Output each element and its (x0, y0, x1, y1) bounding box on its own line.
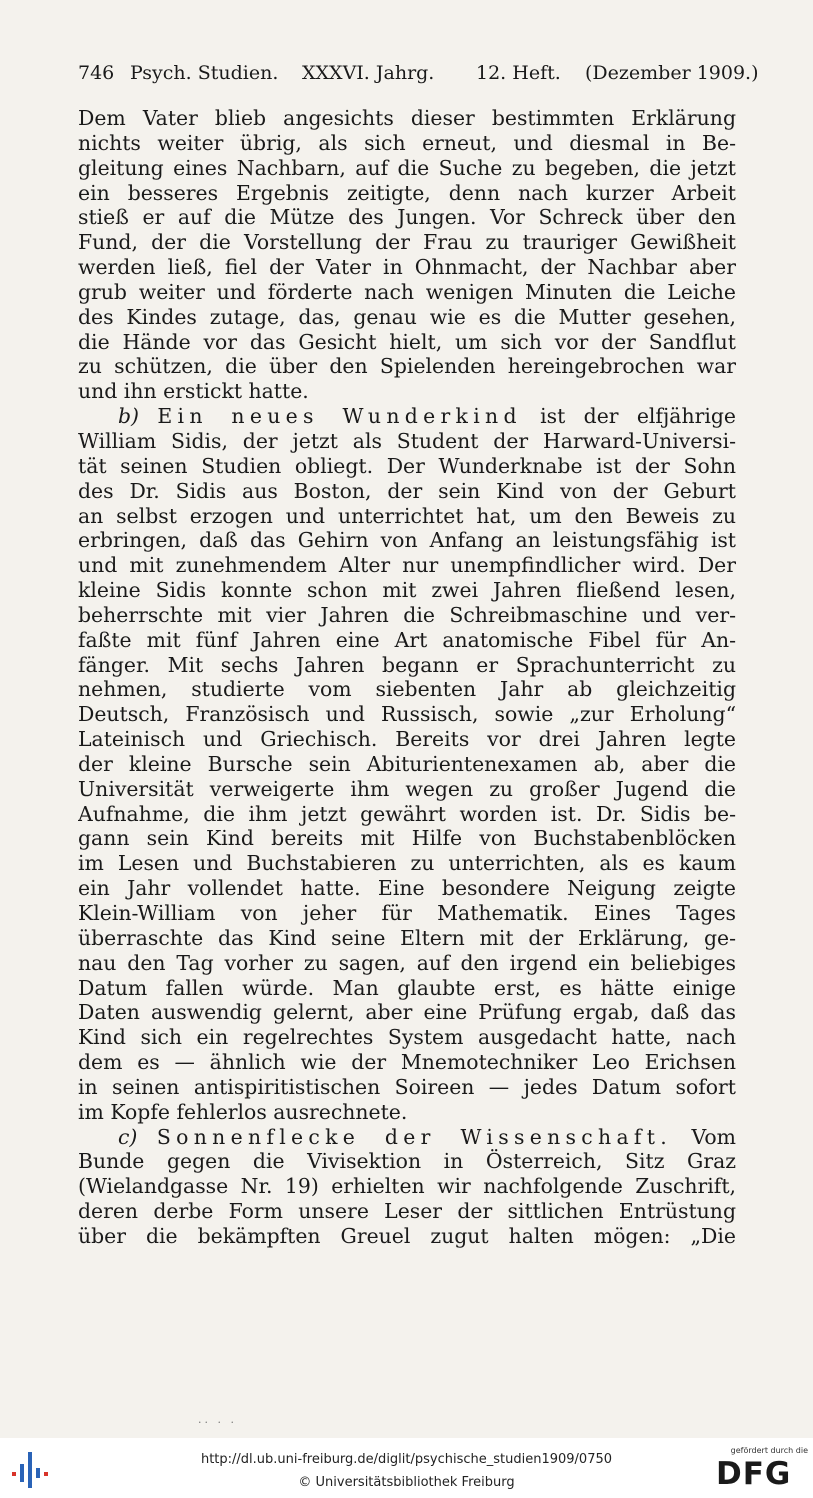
volume-label: XXXVI. Jahrg. (302, 62, 435, 84)
text-line: Datum fallen würde. Man glaubte erst, es hätte einige (78, 975, 736, 1000)
text-line: Bunde gegen die Vivisektion in Österreich, Sitz Graz (78, 1149, 736, 1174)
document-url-link[interactable]: http://dl.ub.uni-freiburg.de/diglit/psychische_studien1909/0750 (200, 1452, 613, 1467)
text-line: faßte mit fünf Jahren eine Art anatomische Fibel für An- (78, 627, 736, 652)
text-line: nichts weiter übrig, als sich erneut, und diesmal in Be- (78, 130, 736, 155)
text-line: tät seinen Studien obliegt. Der Wunderknabe ist der Sohn (78, 453, 736, 478)
text-line: zu schützen, die über den Spielenden hereingebrochen war (78, 354, 736, 379)
text-line: stieß er auf die Mütze des Jungen. Vor Schreck über den (78, 205, 736, 230)
text-line: Klein-William von jeher für Mathematik. Eines Tages (78, 901, 736, 925)
text-line: kleine Sidis konnte schon mit zwei Jahren fließend lesen, (78, 578, 736, 603)
copyright-notice: © Universitätsbibliothek Freiburg (298, 1475, 515, 1490)
page-footer-mark: ·· · · (198, 1416, 237, 1429)
library-footer-bar (0, 1438, 813, 1498)
text-line: beherrschte mit vier Jahren die Schreibmaschine und ver- (78, 602, 736, 627)
text-line: des Dr. Sidis aus Boston, der sein Kind von der Geburt (78, 478, 736, 503)
text-line: in seinen antispiritistischen Soireen — jedes Datum sofort (78, 1074, 736, 1099)
dfg-logo (712, 1446, 808, 1492)
text-line: nau den Tag vorher zu sagen, auf den irgend ein beliebiges (78, 950, 736, 975)
section-c-heading: Sonnenflecke der Wissenschaft. (156, 1124, 673, 1149)
text-line: Universität verweigerte ihm wegen zu großer Jugend die (78, 776, 736, 801)
text-line: Vom (691, 1124, 736, 1149)
text-line: Kind sich ein regelrechtes System ausgedacht hatte, nach (78, 1025, 736, 1050)
text-line: und ihn erstickt hatte. (78, 379, 309, 404)
section-b-heading: Ein neues Wunderkind (157, 404, 522, 429)
section-b-first-line (78, 404, 736, 429)
text-line: Dem Vater blieb angesichts dieser bestimmten Erklärung (78, 106, 736, 130)
text-line: und mit zunehmendem Alter nur unempfindlicher wird. Der (78, 553, 736, 578)
text-line: William Sidis, der jetzt als Student der Harward-Universi- (78, 428, 736, 453)
text-line: ein Jahr vollendet hatte. Eine besondere Neigung zeigte (78, 876, 736, 901)
text-line: Daten auswendig gelernt, aber eine Prüfung ergab, daß das (78, 1000, 736, 1025)
text-line: überraschte das Kind seine Eltern mit der Erklärung, ge- (78, 925, 736, 950)
text-line: gann sein Kind bereits mit Hilfe von Buchstabenblöcken (78, 826, 736, 851)
dfg-caption: gefördert durch die (730, 1446, 808, 1455)
page-number: 746 (78, 62, 115, 84)
text-line: Fund, der die Vorstellung der Frau zu trauriger Gewißheit (78, 230, 736, 255)
issue-date: (Dezember 1909.) (585, 62, 759, 84)
text-line: Aufnahme, die ihm jetzt gewährt worden ist. Dr. Sidis be- (78, 801, 736, 826)
text-line: des Kindes zutage, das, genau wie es die Mutter gesehen, (78, 304, 736, 329)
section-c-marker: c) (118, 1124, 138, 1149)
text-line: im Lesen und Buchstabieren zu unterrichten, als es kaum (78, 851, 736, 876)
text-line: werden ließ, fiel der Vater in Ohnmacht, der Nachbar aber (78, 255, 736, 280)
text-line: dem es — ähnlich wie der Mnemotechniker Leo Erichsen (78, 1050, 736, 1075)
section-b-marker: b) (118, 404, 140, 429)
text-line: nehmen, studierte vom siebenten Jahr ab gleichzeitig (78, 677, 736, 702)
journal-title: Psych. Studien. (130, 62, 279, 84)
text-line: an selbst erzogen und unterrichtet hat, um den Beweis zu (78, 503, 736, 528)
section-c-first-line (78, 1125, 736, 1150)
text-line: fänger. Mit sechs Jahren begann er Sprachunterricht zu (78, 652, 736, 677)
text-line: Lateinisch und Griechisch. Bereits vor drei Jahren legte (78, 727, 736, 752)
text-line: die Hände vor das Gesicht hielt, um sich vor der Sandflut (78, 329, 736, 354)
dfg-logo-text: DFG (716, 1456, 792, 1492)
text-line: grub weiter und förderte nach wenigen Minuten die Leiche (78, 279, 736, 304)
text-line: erbringen, daß das Gehirn von Anfang an leistungsfähig ist (78, 528, 736, 553)
text-line: Deutsch, Französisch und Russisch, sowie „zur Erholung“ (78, 702, 736, 727)
text-line: ein besseres Ergebnis zeitigte, denn nach kurzer Arbeit (78, 180, 736, 205)
text-line: im Kopfe fehlerlos ausrechnete. (78, 1099, 408, 1124)
text-line: der kleine Bursche sein Abiturientenexamen ab, aber die (78, 751, 736, 776)
issue-label: 12. Heft. (476, 62, 561, 84)
text-line: ist der elfjährige (540, 404, 736, 429)
text-line: (Wielandgasse Nr. 19) erhielten wir nachfolgende Zuschrift, (78, 1174, 736, 1199)
text-line: deren derbe Form unsere Leser der sittlichen Entrüstung (78, 1199, 736, 1224)
text-line: über die bekämpften Greuel zugut halten mögen: „Die (78, 1223, 736, 1248)
article-body (78, 106, 736, 1249)
text-line: gleitung eines Nachbarn, auf die Suche zu begeben, die jetzt (78, 155, 736, 180)
